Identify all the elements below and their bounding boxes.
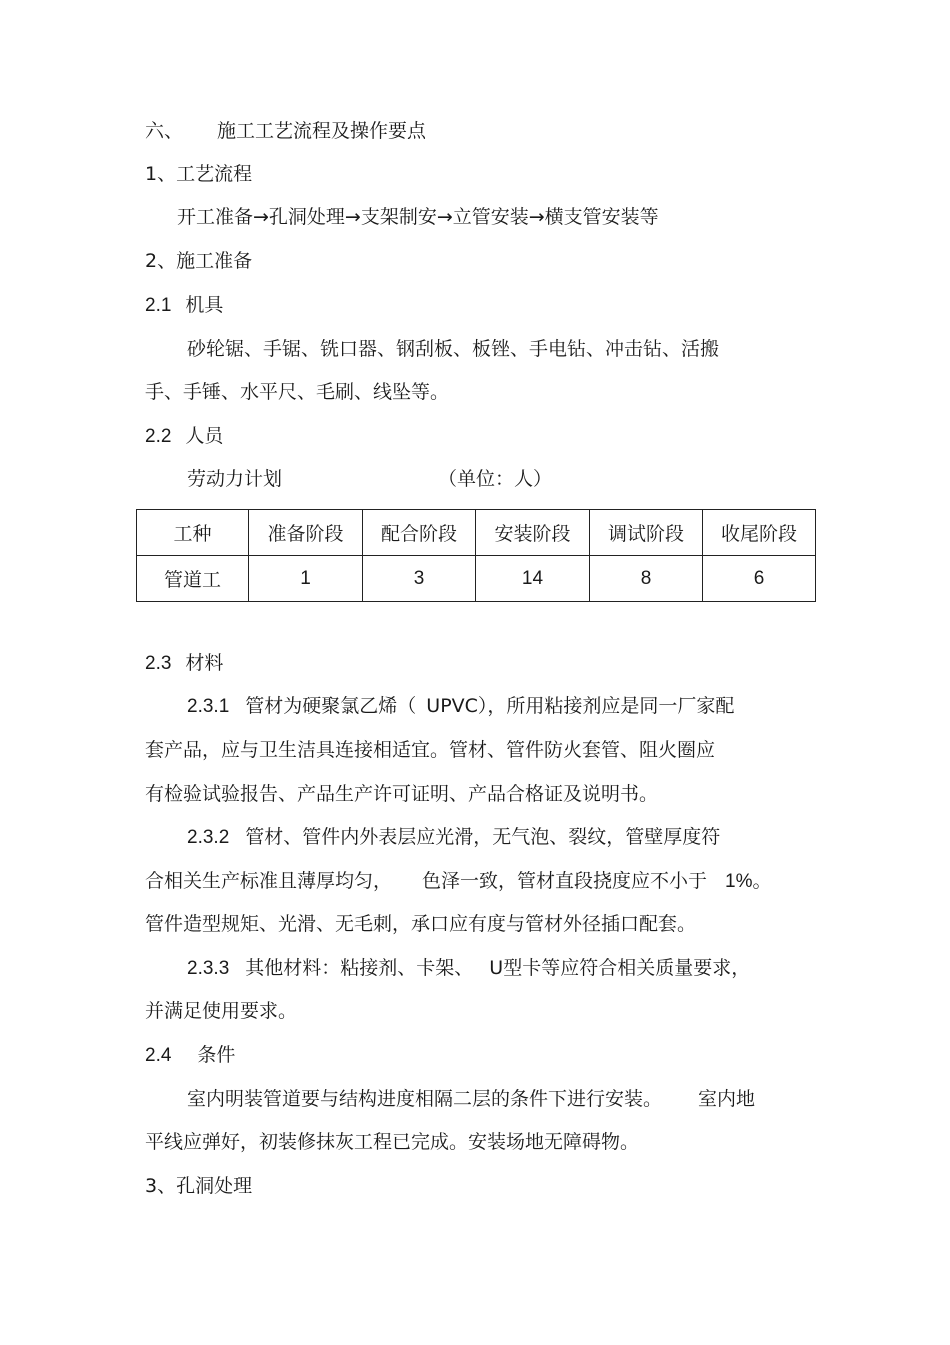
material-2-3-1-line-1 [187, 694, 734, 719]
conditions-line-1 [187, 1087, 755, 1111]
table-cell-value: 1 [249, 556, 363, 602]
material-2-3-2-line-2 [145, 869, 772, 894]
text-segment: 1%。 [725, 871, 772, 892]
section-2-1-title: 机具 [185, 294, 224, 316]
table-cell-value: 3 [363, 556, 476, 602]
labor-plan-table [136, 509, 816, 602]
conditions-line-2: 平线应弹好，初装修抹灰工程已完成。安装场地无障碍物。 [145, 1131, 640, 1153]
text-segment: 其他材料：粘接剂、卡架、 [245, 957, 474, 979]
process-flow: 开工准备→孔洞处理→支架制安→立管安装→横支管安装等 [177, 206, 659, 228]
section-1-heading: 1、工艺流程 [145, 163, 253, 185]
table-cell-trade: 管道工 [137, 556, 249, 602]
text-segment: UPVC），所用粘接剂应是同一厂家配 [426, 695, 735, 717]
material-2-3-2-line-1 [187, 825, 720, 850]
tools-line-2: 手、手锤、水平尺、毛刷、线坠等。 [145, 381, 450, 403]
section-2-2-title: 人员 [185, 425, 224, 447]
section-2-3-title: 材料 [185, 652, 224, 674]
table-header-cell: 安装阶段 [476, 510, 590, 556]
material-2-3-1-line-2: 套产品，应与卫生洁具连接相适宜。管材、管件防火套管、阻火圈应 [145, 739, 716, 761]
table-header-cell: 收尾阶段 [703, 510, 816, 556]
section-2-3-number: 2.3 [145, 653, 172, 674]
material-2-3-2-line-3: 管件造型规矩、光滑、无毛刺，承口应有度与管材外径插口配套。 [145, 913, 697, 935]
clause-number: 2.3.3 [187, 958, 230, 979]
labor-plan-title: 劳动力计划 [187, 468, 283, 490]
clause-number: 2.3.1 [187, 696, 230, 717]
table-row [137, 556, 816, 602]
section-2-4-heading [145, 1043, 235, 1068]
text-segment: 管材为硬聚氯乙烯（ [245, 695, 417, 717]
tools-line-1: 砂轮锯、手锯、铣口器、钢刮板、板锉、手电钻、冲击钻、活搬 [187, 338, 720, 360]
table-header-cell: 准备阶段 [249, 510, 363, 556]
section-6-number: 六、 [145, 120, 184, 142]
section-2-2-number: 2.2 [145, 426, 172, 447]
table-cell-value: 6 [703, 556, 816, 602]
section-2-2-heading [145, 424, 223, 449]
text-segment: 室内地 [698, 1088, 756, 1110]
material-2-3-3-line-2: 并满足使用要求。 [145, 1000, 298, 1022]
material-2-3-1-line-3: 有检验试验报告、产品生产许可证明、产品合格证及说明书。 [145, 783, 659, 805]
labor-plan-unit: （单位：人） [438, 468, 553, 490]
section-2-4-number: 2.4 [145, 1045, 172, 1066]
material-2-3-3-line-1 [187, 956, 750, 981]
table-header-row [137, 510, 816, 556]
section-2-1-number: 2.1 [145, 295, 172, 316]
section-2-1-heading [145, 293, 223, 318]
table-cell-value: 14 [476, 556, 590, 602]
clause-number: 2.3.2 [187, 827, 230, 848]
text-segment: 室内明装管道要与结构进度相隔二层的条件下进行安装。 [187, 1088, 663, 1110]
text-segment: 管材、管件内外表层应光滑，无气泡、裂纹，管壁厚度符 [245, 826, 721, 848]
section-6-title: 施工工艺流程及操作要点 [217, 120, 427, 142]
text-segment: 合相关生产标准且薄厚均匀， [145, 870, 393, 892]
table-header-cell: 配合阶段 [363, 510, 476, 556]
section-2-heading: 2、施工准备 [145, 250, 253, 272]
section-2-3-heading [145, 651, 223, 676]
section-2-4-title: 条件 [197, 1044, 236, 1066]
table-cell-value: 8 [590, 556, 703, 602]
section-3-heading: 3、孔洞处理 [145, 1175, 253, 1197]
table-header-cell: 工种 [137, 510, 249, 556]
text-segment: 色泽一致，管材直段挠度应不小于 [422, 870, 708, 892]
section-6-heading [145, 119, 426, 143]
table-header-cell: 调试阶段 [590, 510, 703, 556]
text-segment: U型卡等应符合相关质量要求， [489, 957, 751, 979]
